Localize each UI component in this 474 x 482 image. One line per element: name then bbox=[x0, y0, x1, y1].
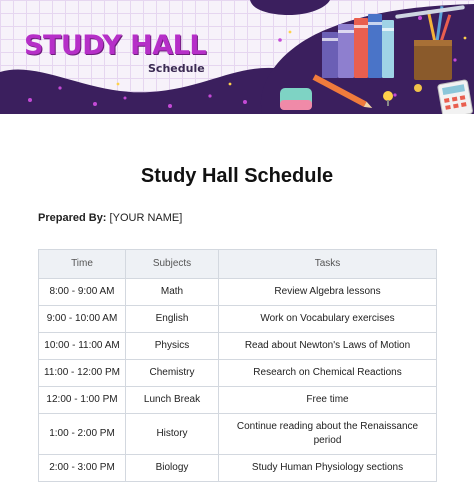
column-header-subjects: Subjects bbox=[126, 250, 219, 279]
time-cell: 2:00 - 3:00 PM bbox=[39, 455, 126, 482]
subject-cell: Physics bbox=[126, 333, 219, 360]
task-cell: Research on Chemical Reactions bbox=[219, 360, 437, 387]
top-blob-shape bbox=[250, 0, 330, 15]
banner-subtitle: Schedule bbox=[148, 62, 205, 75]
table-row bbox=[39, 387, 437, 414]
subject-cell: Math bbox=[126, 279, 219, 306]
prepared-by-value: [YOUR NAME] bbox=[109, 212, 183, 224]
subject-cell: History bbox=[126, 414, 219, 455]
table-row bbox=[39, 306, 437, 333]
time-cell: 10:00 - 11:00 AM bbox=[39, 333, 126, 360]
time-cell: 12:00 - 1:00 PM bbox=[39, 387, 126, 414]
table-header-row bbox=[39, 250, 437, 279]
task-cell: Read about Newton's Laws of Motion bbox=[219, 333, 437, 360]
task-cell: Review Algebra lessons bbox=[219, 279, 437, 306]
table-row bbox=[39, 455, 437, 482]
subject-cell: Biology bbox=[126, 455, 219, 482]
column-header-tasks: Tasks bbox=[219, 250, 437, 279]
task-cell: Work on Vocabulary exercises bbox=[219, 306, 437, 333]
task-cell: Free time bbox=[219, 387, 437, 414]
task-cell: Study Human Physiology sections bbox=[219, 455, 437, 482]
time-cell: 8:00 - 9:00 AM bbox=[39, 279, 126, 306]
header-banner bbox=[0, 0, 474, 114]
time-cell: 1:00 - 2:00 PM bbox=[39, 414, 126, 455]
table-row bbox=[39, 414, 437, 455]
banner-title: STUDY HALL bbox=[24, 30, 207, 61]
prepared-by-line bbox=[38, 212, 182, 224]
time-cell: 9:00 - 10:00 AM bbox=[39, 306, 126, 333]
time-cell: 11:00 - 12:00 PM bbox=[39, 360, 126, 387]
table-row bbox=[39, 333, 437, 360]
books-icon bbox=[322, 14, 394, 78]
calculator-icon bbox=[437, 80, 472, 114]
table-row bbox=[39, 279, 437, 306]
column-header-time: Time bbox=[39, 250, 126, 279]
eraser-icon bbox=[280, 88, 312, 110]
task-cell: Continue reading about the Renaissance period bbox=[219, 414, 437, 455]
table-row bbox=[39, 360, 437, 387]
subject-cell: Chemistry bbox=[126, 360, 219, 387]
subject-cell: Lunch Break bbox=[126, 387, 219, 414]
schedule-table bbox=[38, 249, 437, 482]
subject-cell: English bbox=[126, 306, 219, 333]
page-title: Study Hall Schedule bbox=[140, 165, 334, 187]
prepared-by-label: Prepared By: bbox=[38, 212, 107, 224]
